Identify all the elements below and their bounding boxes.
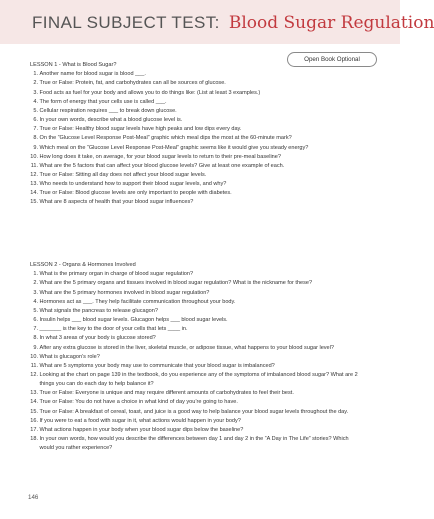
question-item bbox=[30, 70, 308, 79]
title-main: Blood Sugar Regulation bbox=[228, 13, 434, 33]
question-text: True or False: Protein, fat, and carbohydrates can all be sources of glucose. bbox=[39, 80, 226, 87]
question-item bbox=[30, 134, 308, 143]
question-number: 14. bbox=[30, 190, 38, 197]
question-number: 3. bbox=[33, 89, 38, 96]
question-number: 15. bbox=[30, 199, 38, 206]
question-number: 13. bbox=[30, 181, 38, 188]
question-number: 6. bbox=[33, 117, 38, 124]
question-number: 7. bbox=[33, 326, 38, 333]
question-item bbox=[30, 171, 308, 180]
question-number: 8. bbox=[33, 335, 38, 342]
open-book-badge: Open Book Optional bbox=[287, 52, 377, 67]
question-number: 9. bbox=[33, 144, 38, 151]
question-text: What are the 5 factors that can affect your blood glucose levels? Give at least one example of each. bbox=[39, 162, 285, 169]
question-item bbox=[30, 198, 308, 207]
question-text: Cellular respiration requires ___ to break down glucose. bbox=[39, 107, 177, 114]
question-number: 12. bbox=[30, 172, 38, 179]
question-number: 17. bbox=[30, 426, 38, 433]
question-item bbox=[30, 298, 365, 307]
question-text: True or False: Sitting all day does not affect your blood sugar levels. bbox=[39, 172, 207, 179]
question-item bbox=[30, 389, 365, 398]
question-text: Looking at the chart on page 139 in the textbook, do you experience any of the symptoms of imbalanced blood sugar? What are 2 things you can do each day to help balance it? bbox=[39, 372, 358, 388]
question-number: 2. bbox=[33, 280, 38, 287]
question-text: Food acts as fuel for your body and allows you to do things like: (List at least 3 examples.) bbox=[39, 89, 261, 96]
question-item bbox=[30, 316, 365, 325]
question-text: In your own words, describe what a blood glucose level is. bbox=[39, 117, 183, 124]
question-text: True or False: Healthy blood sugar levels have high peaks and low dips every day. bbox=[39, 126, 242, 133]
question-item bbox=[30, 116, 308, 125]
question-number: 5. bbox=[33, 107, 38, 114]
question-text: What are the 5 primary organs and tissues involved in blood sugar regulation? What is the nickname for these? bbox=[39, 280, 313, 287]
lesson-2-questions bbox=[30, 270, 365, 453]
question-text: What are 8 aspects of health that your blood sugar influences? bbox=[39, 199, 194, 206]
question-text: True or False: A breakfast of cereal, toast, and juice is a good way to help balance your blood sugar levels throughout the day. bbox=[39, 408, 349, 415]
question-text: True or False: Everyone is unique and may require different amounts of carbohydrates to feel their best. bbox=[39, 390, 294, 397]
question-item bbox=[30, 362, 365, 371]
question-text: What signals the pancreas to release glucagon? bbox=[39, 307, 158, 314]
question-item bbox=[30, 189, 308, 198]
question-text: What is the primary organ in charge of blood sugar regulation? bbox=[39, 271, 194, 278]
question-item bbox=[30, 289, 365, 298]
question-item bbox=[30, 426, 365, 435]
question-text: After any extra glucose is stored in the liver, skeletal muscle, or adipose tissue, what happens to your blood sugar level? bbox=[39, 344, 334, 351]
question-item bbox=[30, 417, 365, 426]
question-item bbox=[30, 344, 365, 353]
question-number: 2. bbox=[33, 80, 38, 87]
question-item bbox=[30, 325, 365, 334]
lesson-2-heading: LESSON 2 - Organs & Hormones Involved bbox=[30, 262, 136, 268]
page-number: 146 bbox=[28, 494, 39, 501]
lesson-2-section bbox=[30, 262, 365, 453]
question-number: 10. bbox=[30, 353, 38, 360]
question-text: Insulin helps ___ blood sugar levels. Glucagon helps ___ blood sugar levels. bbox=[39, 317, 228, 324]
question-item bbox=[30, 371, 365, 389]
question-text: Which meal on the “Glucose Level Response Post-Meal” graphic seems like it would give you steady energy? bbox=[39, 144, 309, 151]
question-item bbox=[30, 153, 308, 162]
question-text: The form of energy that your cells use is called ___. bbox=[39, 98, 167, 105]
question-number: 4. bbox=[33, 98, 38, 105]
question-number: 3. bbox=[33, 289, 38, 296]
title-prefix: FINAL SUBJECT TEST: bbox=[32, 13, 220, 32]
question-item bbox=[30, 79, 308, 88]
question-number: 11. bbox=[30, 162, 38, 169]
question-text: What actions happen in your body when your blood sugar dips below the baseline? bbox=[39, 426, 244, 433]
question-number: 6. bbox=[33, 317, 38, 324]
question-text: Another name for blood sugar is blood ___. bbox=[39, 71, 146, 78]
question-text: In what 3 areas of your body is glucose stored? bbox=[39, 335, 156, 342]
question-number: 15. bbox=[30, 408, 38, 415]
question-text: True or False: Blood glucose levels are only important to people with diabetes. bbox=[39, 190, 232, 197]
title-banner bbox=[0, 0, 434, 44]
question-text: What are 5 symptoms your body may use to communicate that your blood sugar is imbalanced? bbox=[39, 362, 275, 369]
question-item bbox=[30, 98, 308, 107]
question-number: 11. bbox=[30, 362, 38, 369]
question-text: Hormones act as ___. They help facilitate communication throughout your body. bbox=[39, 298, 236, 305]
page-title bbox=[32, 13, 434, 33]
question-text: If you were to eat a food with sugar in it, what actions would happen in your body? bbox=[39, 417, 241, 424]
question-item bbox=[30, 279, 365, 288]
question-number: 1. bbox=[33, 71, 38, 78]
question-item bbox=[30, 334, 365, 343]
question-item bbox=[30, 398, 365, 407]
lesson-1-section bbox=[30, 62, 308, 208]
question-item bbox=[30, 125, 308, 134]
question-text: On the “Glucose Level Response Post-Meal” graphic which meal dips the most at the 60-minute mark? bbox=[39, 135, 292, 142]
question-item bbox=[30, 162, 308, 171]
question-text: How long does it take, on average, for your blood sugar levels to return to their pre-meal baseline? bbox=[39, 153, 281, 160]
question-text: True or False: You do not have a choice in what kind of day you’re going to have. bbox=[39, 399, 238, 406]
question-number: 12. bbox=[30, 372, 38, 379]
question-number: 4. bbox=[33, 298, 38, 305]
question-text: What is glucagon’s role? bbox=[39, 353, 100, 360]
lesson-1-questions bbox=[30, 70, 308, 207]
question-number: 18. bbox=[30, 436, 38, 443]
question-item bbox=[30, 107, 308, 116]
question-number: 16. bbox=[30, 417, 38, 424]
question-item bbox=[30, 270, 365, 279]
question-number: 14. bbox=[30, 399, 38, 406]
question-number: 7. bbox=[33, 126, 38, 133]
question-number: 13. bbox=[30, 390, 38, 397]
question-item bbox=[30, 353, 365, 362]
question-number: 1. bbox=[33, 271, 38, 278]
question-number: 5. bbox=[33, 307, 38, 314]
question-item bbox=[30, 180, 308, 189]
question-item bbox=[30, 435, 365, 453]
question-text: _______ is the key to the door of your cells that lets ____ in. bbox=[39, 326, 188, 333]
question-number: 10. bbox=[30, 153, 38, 160]
question-item bbox=[30, 89, 308, 98]
question-text: Who needs to understand how to support their blood sugar levels, and why? bbox=[39, 181, 227, 188]
question-text: In your own words, how would you describe the differences between day 1 and day 2 in the “A Day in The Life” stories? Which would you rather experience? bbox=[39, 436, 349, 452]
question-item bbox=[30, 307, 365, 316]
question-item bbox=[30, 408, 365, 417]
lesson-1-heading: LESSON 1 - What is Blood Sugar? bbox=[30, 62, 117, 68]
question-text: What are the 5 primary hormones involved in blood sugar regulation? bbox=[39, 289, 210, 296]
question-item bbox=[30, 144, 308, 153]
question-number: 8. bbox=[33, 135, 38, 142]
question-number: 9. bbox=[33, 344, 38, 351]
